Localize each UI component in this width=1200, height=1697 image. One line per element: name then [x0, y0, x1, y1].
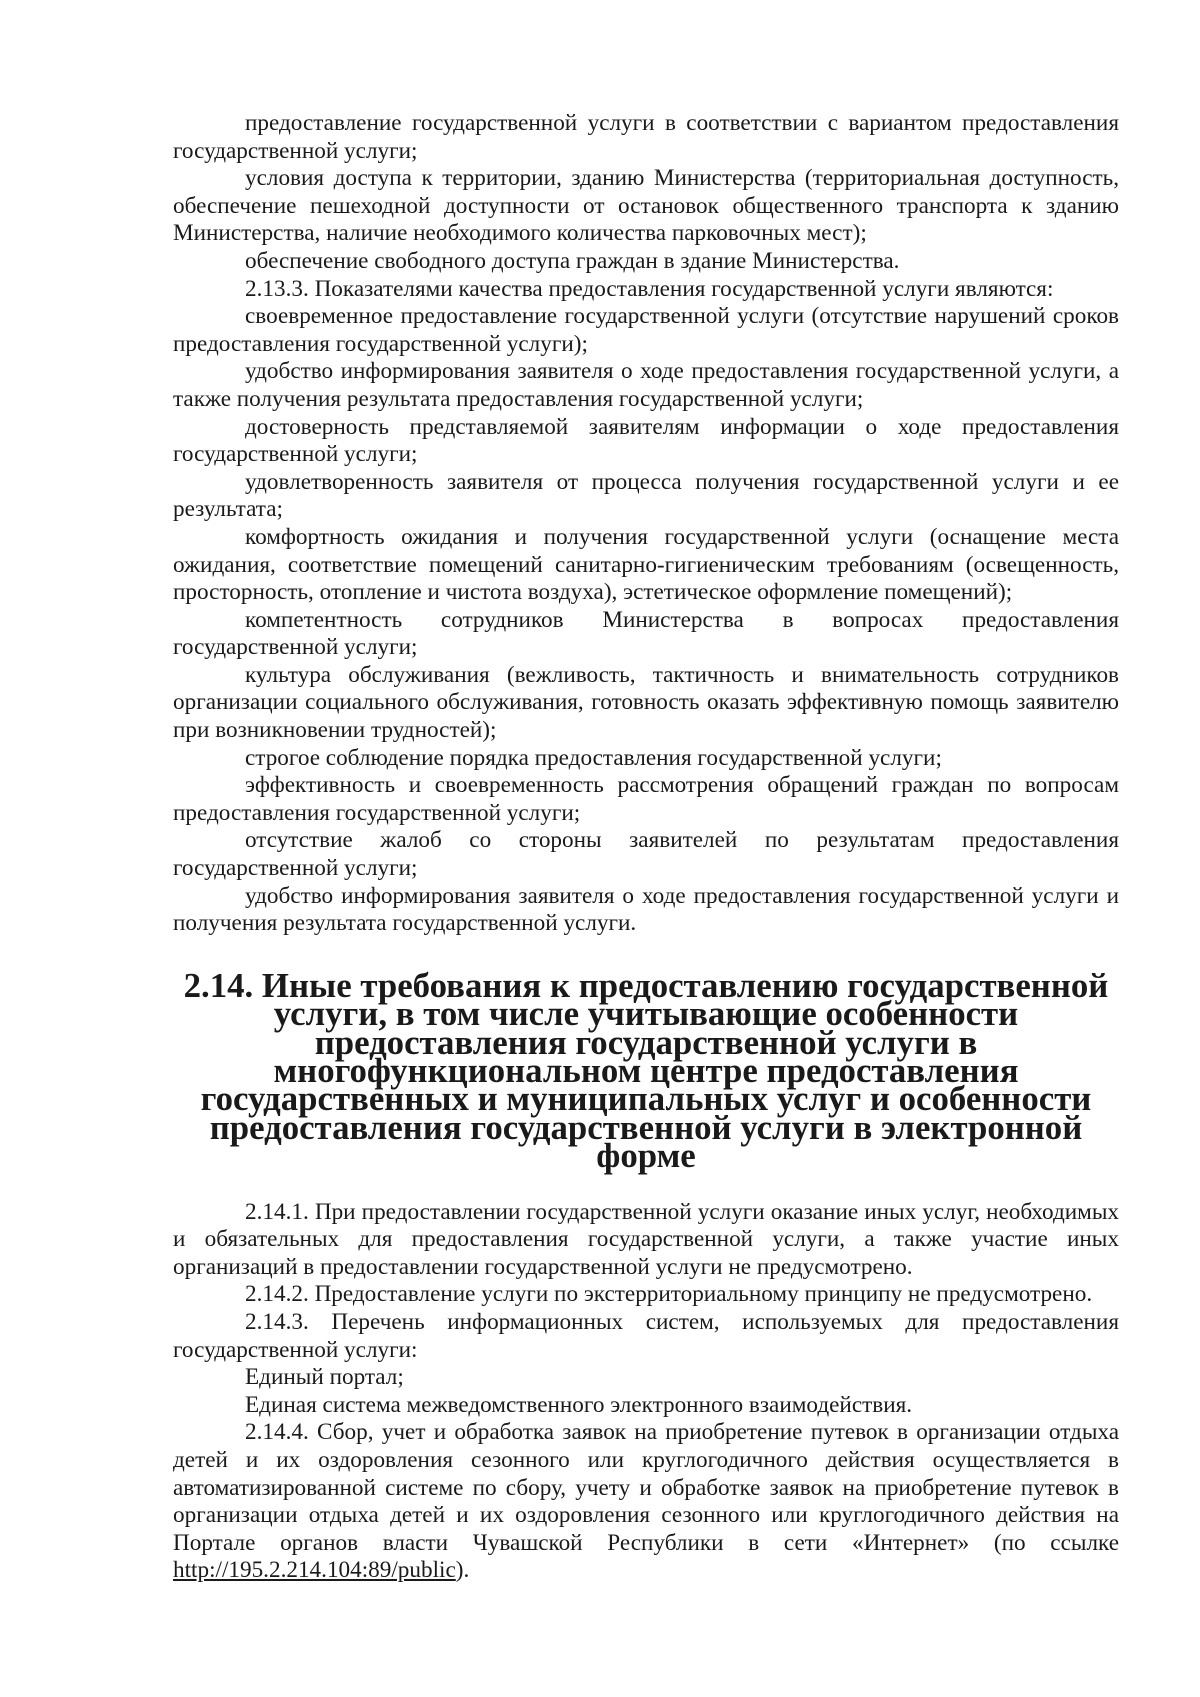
paragraph: удобство информирования заявителя о ходе предоставления государственной услуги и получения результата государственной услуги.: [173, 882, 1119, 937]
paragraph: эффективность и своевременность рассмотрения обращений граждан по вопросам предоставления государственной услуги;: [173, 772, 1119, 826]
paragraph: Единая система межведомственного электронного взаимодействия.: [245, 1391, 913, 1418]
paragraph: удовлетворенность заявителя от процесса получения государственной услуги и ее результата;: [173, 468, 1119, 523]
paragraph: удобство информирования заявителя о ходе предоставления государственной услуги, а также получения результата предоставления государственной услуги;: [173, 358, 1119, 412]
paragraphs-top: [173, 110, 1119, 938]
portal-link[interactable]: http://195.2.214.104:89/public: [173, 1557, 456, 1584]
paragraph: 2.14.3. Перечень информационных систем, используемых для предоставления государственной услуги:: [173, 1309, 1119, 1363]
paragraph: условия доступа к территории, зданию Министерства (территориальная доступность, обеспечение пешеходной доступности от остановок общественного транспорта к зданию Министерства, наличие необходимого количества парковочных мест);: [173, 165, 1119, 247]
paragraph: 2.14.1. При предоставлении государственной услуги оказание иных услуг, необходимых и обязательных для предоставления государственной услуги, а также участие иных организаций в предоставлении государственной услуги не предусмотрено.: [173, 1198, 1119, 1280]
paragraph-with-link: [173, 1419, 1119, 1585]
paragraph: своевременное предоставление государственной услуги (отсутствие нарушений сроков предоставления государственной услуги);: [173, 303, 1119, 357]
paragraph: комфортность ожидания и получения государственной услуги (оснащение места ожидания, соответствие помещений санитарно-гигиеническим требованиям (освещенность, просторность, отопление и чистота воздуха), эстетическое оформление помещений);: [173, 523, 1119, 606]
section-heading: 2.14. Иные требования к предоставлению государственной услуги, в том числе учитывающие особенности предоставления государственной услуги в многофункциональном центре предоставления государственных и муниципальных услуг и особенности предоставления государственной услуги в электронной форме: [183, 965, 1109, 1176]
paragraph: отсутствие жалоб со стороны заявителей по результатам предоставления государственной услуги;: [173, 827, 1119, 882]
paragraphs-bottom: [173, 1199, 1119, 1585]
paragraph: 2.14.2. Предоставление услуги по экстерриториальному принципу не предусмотрено.: [245, 1281, 1093, 1308]
paragraph: предоставление государственной услуги в соответствии с вариантом предоставления государственной услуги;: [173, 110, 1119, 164]
paragraph: обеспечение свободного доступа граждан в здание Министерства.: [245, 247, 900, 274]
paragraph: строгое соблюдение порядка предоставления государственной услуги;: [245, 744, 942, 771]
paragraph: 2.13.3. Показателями качества предоставления государственной услуги являются:: [245, 275, 1054, 302]
paragraph: культура обслуживания (вежливость, тактичность и внимательность сотрудников организации социального обслуживания, готовность оказать эффективную помощь заявителю при возникновении трудностей);: [173, 661, 1119, 744]
paragraph-tail: ).: [455, 1557, 470, 1584]
document-page: [173, 110, 1119, 1585]
paragraph: достоверность представляемой заявителям информации о ходе предоставления государственной услуги;: [173, 413, 1119, 468]
paragraph-text: 2.14.4. Сбор, учет и обработка заявок на приобретение путевок в организации отдыха детей и их оздоровления сезонного или круглогодичного действия осуществляется в автоматизированной системе по сбору, учету и обработке заявок на приобретение путевок в организации отдыха детей и их оздоровления сезонного или круглогодичного действия на Портале органов власти Чувашской Республики в сети «Интернет» (по ссылке: [173, 1419, 1119, 1556]
paragraph: компетентность сотрудников Министерства в вопросах предоставления государственной услуги;: [173, 606, 1119, 661]
paragraph: Единый портал;: [245, 1364, 404, 1391]
